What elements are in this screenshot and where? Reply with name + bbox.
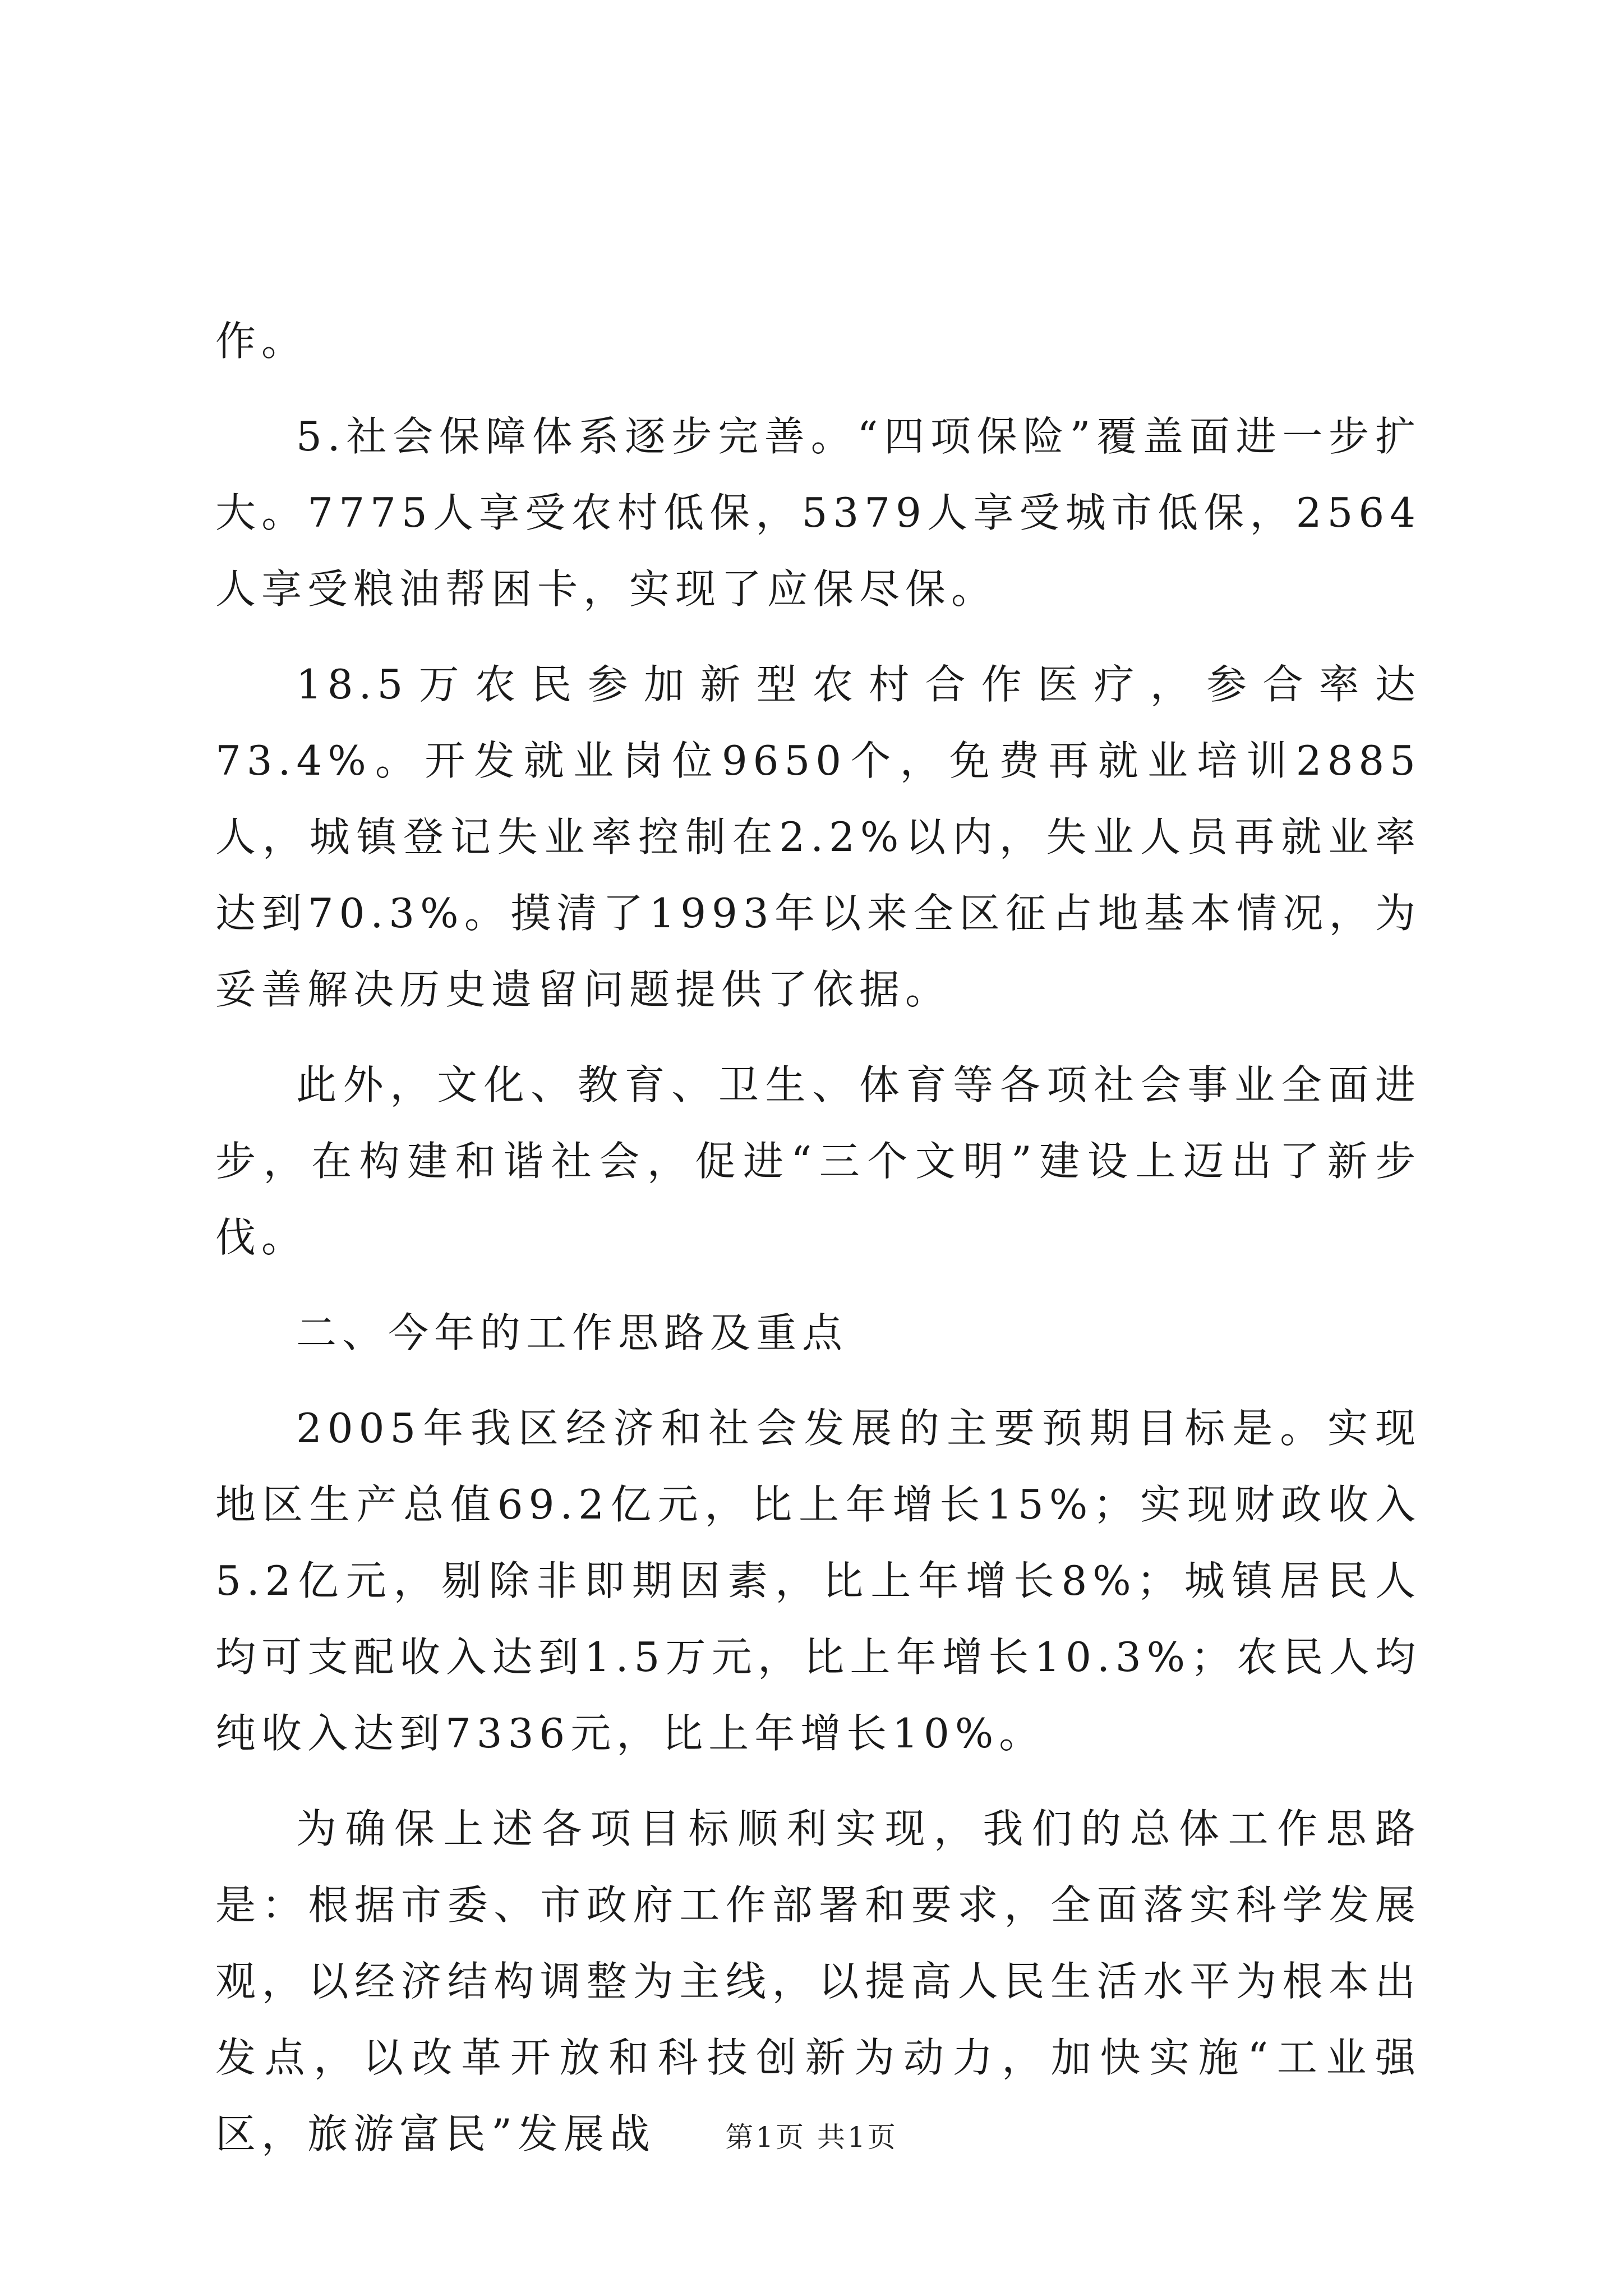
paragraph-continuation: 作。: [215, 318, 308, 365]
paragraph-targets: 2005年我区经济和社会发展的主要预期目标是。实现地区生产总值69.2亿元，比上年增长15%；实现财政收入5.2亿元，剔除非即期因素，比上年增长8%；城镇居民人均可支配收入达到1.5万元，比上年增长10.3%；农民人均纯收入达到7336元，比上年增长10%。: [215, 1405, 1421, 1757]
paragraph-medical-employment: 18.5万农民参加新型农村合作医疗，参合率达73.4%。开发就业岗位9650个，免费再就业培训2885人，城镇登记失业率控制在2.2%以内，失业人员再就业率达到70.3%。摸清了1993年以来全区征占地基本情况，为妥善解决历史遗留问题提供了依据。: [215, 661, 1421, 1013]
document-body: [215, 303, 1421, 2191]
paragraph-social-security: 5.社会保障体系逐步完善。“四项保险”覆盖面进一步扩大。7775人享受农村低保，5379人享受城市低保，2564人享受粮油帮困卡，实现了应保尽保。: [215, 413, 1421, 613]
page-number-footer: 第1页 共1页: [725, 2121, 898, 2154]
section-heading: 二、今年的工作思路及重点: [296, 1309, 849, 1356]
paragraph-social-undertakings: 此外，文化、教育、卫生、体育等各项社会事业全面进步，在构建和谐社会，促进“三个文明”建设上迈出了新步伐。: [215, 1061, 1421, 1261]
paragraph-work-plan: 为确保上述各项目标顺利实现，我们的总体工作思路是：根据市委、市政府工作部署和要求，全面落实科学发展观，以经济结构调整为主线，以提高人民生活水平为根本出发点，以改革开放和科技创新为动力，加快实施“工业强区，旅游富民”发展战: [215, 1805, 1421, 2157]
